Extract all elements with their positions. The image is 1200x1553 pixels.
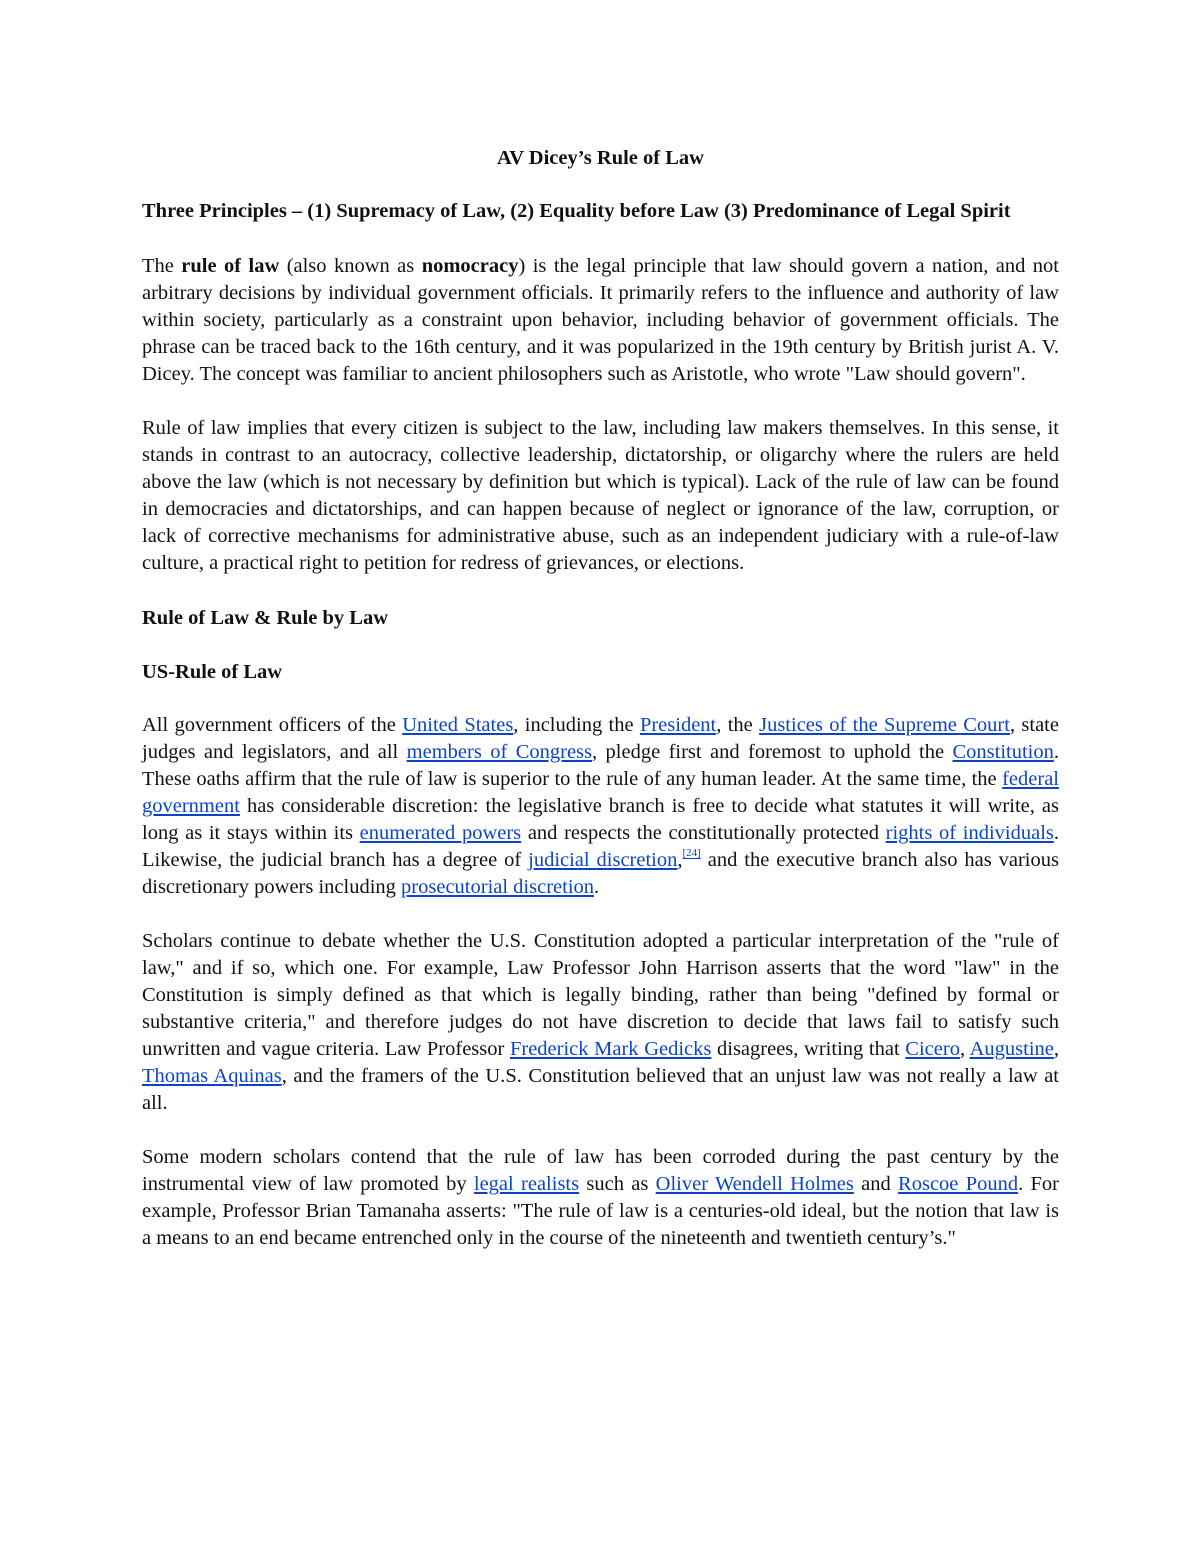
- link-thomas-aquinas[interactable]: Thomas Aquinas: [142, 1065, 282, 1087]
- document-title: AV Dicey’s Rule of Law: [497, 147, 704, 169]
- document-page: [142, 140, 1059, 1279]
- paragraph-rule-of-law-definition: The rule of law (also known as nomocracy) is the legal principle that law should govern a nation, and not arbitrary decisions by individual government officials. It primarily refers to the influence and authority of law within society, particularly as a constraint upon behavior, including behavior of government officials. The phrase can be traced back to the 16th century, and it was popularized in the 19th century by British jurist A. V. Dicey. The concept was familiar to ancient philosophers such as Aristotle, who wrote "Law should govern".: [142, 255, 1059, 385]
- link-prosecutorial-discretion[interactable]: prosecutorial discretion: [401, 876, 595, 898]
- link-legal-realists[interactable]: legal realists: [473, 1173, 580, 1195]
- footnote-ref-24[interactable]: [24]: [682, 847, 701, 860]
- link-justices-supreme-court[interactable]: Justices of the Supreme Court: [759, 714, 1010, 736]
- link-united-states[interactable]: United States: [402, 714, 514, 736]
- paragraph-us-government-officers: All government officers of the United States, including the President, the Justices of the Supreme Court, state judges and legislators, and all members of Congress, pledge first and foremost to uphold the Constitution. These oaths affirm that the rule of law is superior to the rule of any human leader. At the same time, the federal government has considerable discretion: the legislative branch is free to decide what statutes it will write, as long as it stays within its enumerated powers and respects the constitutionally protected rights of individuals. Likewise, the judicial branch has a degree of judicial discretion,[24] and the executive branch also has various discretionary powers including prosecutorial discretion.: [142, 714, 1059, 898]
- link-constitution[interactable]: Constitution: [952, 741, 1054, 763]
- heading-us-rule-of-law: US-Rule of Law: [142, 661, 283, 683]
- principles-heading: Three Principles – (1) Supremacy of Law, (2) Equality before Law (3) Predominance of Legal Spirit: [142, 200, 1011, 222]
- link-federal-government[interactable]: federal government: [142, 768, 1059, 817]
- link-augustine[interactable]: Augustine: [969, 1038, 1054, 1060]
- link-cicero[interactable]: Cicero: [905, 1038, 960, 1060]
- heading-rule-of-law-rule-by-law: Rule of Law & Rule by Law: [142, 607, 389, 629]
- link-rights-of-individuals[interactable]: rights of individuals: [885, 822, 1054, 844]
- term-nomocracy: nomocracy: [421, 255, 519, 277]
- link-oliver-wendell-holmes[interactable]: Oliver Wendell Holmes: [655, 1173, 854, 1195]
- link-frederick-mark-gedicks[interactable]: Frederick Mark Gedicks: [509, 1038, 712, 1060]
- link-roscoe-pound[interactable]: Roscoe Pound: [898, 1173, 1019, 1195]
- link-president[interactable]: President: [639, 714, 717, 736]
- paragraph-rule-of-law-implications: Rule of law implies that every citizen is subject to the law, including law makers themselves. In this sense, it stands in contrast to an autocracy, collective leadership, dictatorship, or oligarchy where the rulers are held above the law (which is not necessary by definition but which is typical). Lack of the rule of law can be found in democracies and dictatorships, and can happen because of neglect or ignorance of the law, corruption, or lack of corrective mechanisms for administrative abuse, such as an independent judiciary with a rule-of-law culture, a practical right to petition for redress of grievances, or elections.: [142, 417, 1059, 574]
- paragraph-scholars-debate: Scholars continue to debate whether the U.S. Constitution adopted a particular interpretation of the "rule of law," and if so, which one. For example, Law Professor John Harrison asserts that the word "law" in the Constitution is simply defined as that which is legally binding, rather than being "defined by formal or substantive criteria," and therefore judges do not have discretion to decide that laws fail to satisfy such unwritten and vague criteria. Law Professor Frederick Mark Gedicks disagrees, writing that Cicero, Augustine, Thomas Aquinas, and the framers of the U.S. Constitution believed that an unjust law was not really a law at all.: [142, 930, 1059, 1114]
- term-rule-of-law: rule of law: [181, 255, 280, 277]
- link-judicial-discretion[interactable]: judicial discretion: [528, 849, 678, 871]
- link-members-of-congress[interactable]: members of Congress: [406, 741, 592, 763]
- paragraph-modern-scholars: Some modern scholars contend that the rule of law has been corroded during the past century by the instrumental view of law promoted by legal realists such as Oliver Wendell Holmes and Roscoe Pound. For example, Professor Brian Tamanaha asserts: "The rule of law is a centuries-old ideal, but the notion that law is a means to an end became entrenched only in the course of the nineteenth and twentieth century’s.": [142, 1146, 1060, 1249]
- link-enumerated-powers[interactable]: enumerated powers: [359, 822, 522, 844]
